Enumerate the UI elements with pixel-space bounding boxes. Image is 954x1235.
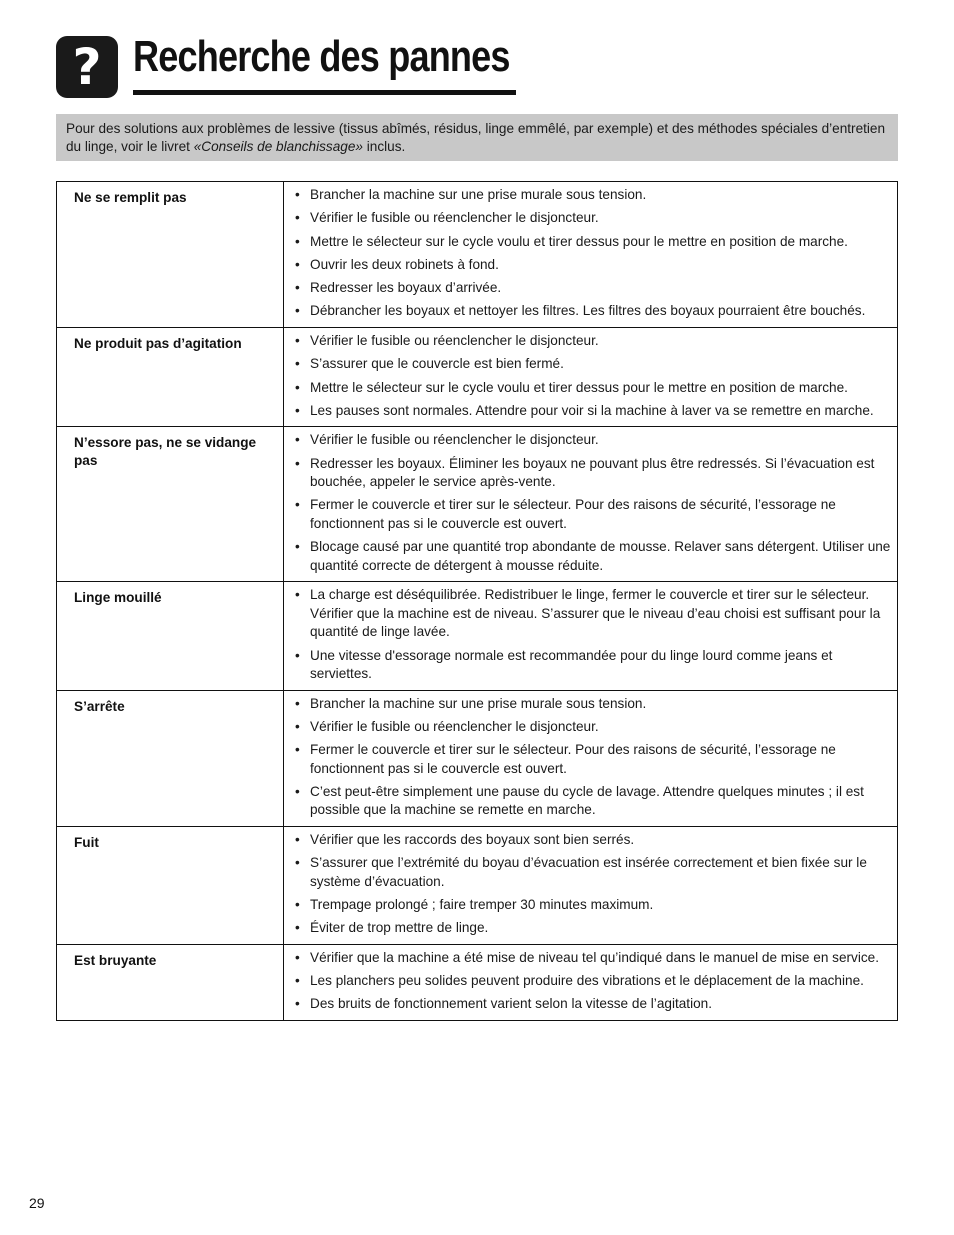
solution-text: Éviter de trop mettre de linge. (310, 920, 489, 936)
problem-label: Linge mouillé (57, 582, 284, 690)
bullet-icon: • (295, 855, 300, 871)
bullet-icon: • (295, 742, 300, 758)
bullet-icon: • (295, 497, 300, 513)
troubleshooting-table (56, 181, 898, 1021)
solution-text: S’assurer que le couvercle est bien fermé. (310, 356, 564, 372)
list-item (294, 402, 891, 421)
bullet-icon: • (295, 897, 300, 913)
page-title: Recherche des pannes (133, 32, 510, 81)
problem-label: Est bruyante (57, 944, 284, 1020)
bullet-icon: • (295, 647, 300, 663)
bullet-icon: • (295, 356, 300, 372)
bullet-icon: • (295, 256, 300, 272)
bullet-icon: • (295, 996, 300, 1012)
page-number: 29 (29, 1195, 45, 1211)
list-item (294, 209, 891, 228)
solution-text: Fermer le couvercle et tirer sur le sélecteur. Pour des raisons de sécurité, l’essorage ne fonctionnent pas si le couvercle est ouvert. (310, 742, 836, 776)
list-item (294, 831, 891, 850)
question-mark-icon: ? (56, 36, 118, 98)
bullet-icon: • (295, 402, 300, 418)
bullet-icon: • (295, 432, 300, 448)
solution-text: Débrancher les boyaux et nettoyer les filtres. Les filtres des boyaux pourraient être bouchés. (310, 303, 866, 319)
solution-text: Vérifier le fusible ou réenclencher le disjoncteur. (310, 718, 599, 734)
table-row (57, 327, 898, 426)
troubleshooting-table-body (57, 182, 898, 1021)
list-item (294, 332, 891, 351)
list-item (294, 586, 891, 642)
list-item (294, 279, 891, 298)
solution-text: Redresser les boyaux d’arrivée. (310, 280, 502, 296)
solutions-cell (284, 327, 898, 426)
solution-text: Blocage causé par une quantité trop abondante de mousse. Relaver sans détergent. Utiliser une quantité correcte de détergent à mousse réduite. (310, 539, 891, 573)
list-item (294, 538, 891, 575)
solution-text: Mettre le sélecteur sur le cycle voulu et tirer dessus pour le mettre en position de marche. (310, 233, 848, 249)
problem-label: Ne se remplit pas (57, 182, 284, 328)
list-item (294, 233, 891, 252)
table-row (57, 427, 898, 582)
problem-label: N’essore pas, ne se vidange pas (57, 427, 284, 582)
solution-text: Redresser les boyaux. Éliminer les boyaux ne pouvant plus être redressés. Si l’évacuation est bouchée, appeler le service après-vente. (310, 455, 875, 490)
list-item (294, 995, 891, 1014)
list-item (294, 431, 891, 450)
booklet-title: «Conseils de blanchissage» (193, 139, 363, 154)
problem-label: S’arrête (57, 690, 284, 826)
table-row (57, 944, 898, 1020)
bullet-icon: • (295, 973, 300, 989)
table-row (57, 826, 898, 944)
solution-text: Vérifier que la machine a été mise de niveau tel qu’indiqué dans le manuel de mise en service. (310, 949, 879, 965)
bullet-icon: • (295, 783, 300, 799)
bullet-icon: • (295, 187, 300, 202)
bullet-icon: • (295, 831, 300, 847)
bullet-icon: • (295, 539, 300, 555)
intro-text: Pour des solutions aux problèmes de lessive (tissus abîmés, résidus, linge emmêlé, par exemple) et des méthodes spéciales d’entretien du linge, voir le livret (66, 121, 886, 154)
solution-text: S’assurer que l’extrémité du boyau d’évacuation est insérée correctement et bien fixée sur le système d’évacuation. (310, 855, 867, 889)
solutions-list (294, 186, 891, 321)
solutions-list (294, 831, 891, 938)
bullet-icon: • (295, 210, 300, 226)
solution-text: Vérifier le fusible ou réenclencher le disjoncteur. (310, 332, 599, 348)
solutions-list (294, 431, 891, 575)
solutions-cell (284, 944, 898, 1020)
list-item (294, 972, 891, 991)
bullet-icon: • (295, 303, 300, 319)
list-item (294, 741, 891, 778)
bullet-icon: • (295, 332, 300, 348)
solution-text: Ouvrir les deux robinets à fond. (310, 256, 499, 272)
list-item (294, 379, 891, 398)
intro-text-end: inclus. (362, 139, 406, 154)
bullet-icon: • (295, 379, 300, 395)
solution-text: Vérifier le fusible ou réenclencher le disjoncteur. (310, 432, 599, 448)
solutions-list (294, 695, 891, 820)
bullet-icon: • (295, 920, 300, 936)
solution-text: Les pauses sont normales. Attendre pour voir si la machine à laver va se remettre en marche. (310, 402, 874, 418)
solutions-cell (284, 826, 898, 944)
list-item (294, 647, 891, 684)
title-underline (133, 90, 516, 95)
bullet-icon: • (295, 695, 300, 711)
problem-label: Ne produit pas d’agitation (57, 327, 284, 426)
solution-text: Vérifier que les raccords des boyaux sont bien serrés. (310, 831, 635, 847)
solution-text: Fermer le couvercle et tirer sur le sélecteur. Pour des raisons de sécurité, l’essorage ne fonctionnent pas si le couvercle est ouvert. (310, 497, 836, 531)
page-header (56, 32, 656, 100)
solutions-cell (284, 690, 898, 826)
solutions-cell (284, 182, 898, 328)
list-item (294, 186, 891, 205)
list-item (294, 355, 891, 374)
bullet-icon: • (295, 949, 300, 965)
solutions-list (294, 949, 891, 1014)
solution-text: Brancher la machine sur une prise murale sous tension. (310, 695, 647, 711)
bullet-icon: • (295, 280, 300, 296)
list-item (294, 455, 891, 492)
list-item (294, 949, 891, 968)
solution-text: Une vitesse d'essorage normale est recommandée pour du linge lourd comme jeans et serviettes. (310, 647, 833, 682)
list-item (294, 919, 891, 938)
solutions-cell (284, 427, 898, 582)
bullet-icon: • (295, 718, 300, 734)
solution-text: Trempage prolongé ; faire tremper 30 minutes maximum. (310, 897, 654, 913)
solution-text: Mettre le sélecteur sur le cycle voulu et tirer dessus pour le mettre en position de marche. (310, 379, 848, 395)
list-item (294, 496, 891, 533)
table-row (57, 690, 898, 826)
bullet-icon: • (295, 233, 300, 249)
list-item (294, 896, 891, 915)
list-item (294, 695, 891, 714)
solutions-cell (284, 582, 898, 690)
solution-text: Des bruits de fonctionnement varient selon la vitesse de l’agitation. (310, 996, 712, 1012)
table-row (57, 182, 898, 328)
list-item (294, 854, 891, 891)
bullet-icon: • (295, 587, 300, 603)
bullet-icon: • (295, 455, 300, 471)
solution-text: La charge est déséquilibrée. Redistribuer le linge, fermer le couvercle et tirer sur le sélecteur. Vérifier que la machine est de niveau. S’assurer que le niveau d’eau choisi est suffisant pour la quantité de linge lavée. (310, 587, 881, 640)
list-item (294, 718, 891, 737)
list-item (294, 302, 891, 321)
solution-text: C’est peut-être simplement une pause du cycle de lavage. Attendre quelques minutes ; il est possible que la machine se remette en marche. (310, 783, 864, 818)
solution-text: Vérifier le fusible ou réenclencher le disjoncteur. (310, 210, 599, 226)
table-row (57, 582, 898, 690)
solution-text: Les planchers peu solides peuvent produire des vibrations et le déplacement de la machine. (310, 973, 864, 989)
list-item (294, 256, 891, 275)
solutions-list (294, 332, 891, 420)
problem-label: Fuit (57, 826, 284, 944)
intro-note (56, 114, 898, 161)
list-item (294, 783, 891, 820)
solutions-list (294, 586, 891, 683)
solution-text: Brancher la machine sur une prise murale sous tension. (310, 187, 647, 202)
